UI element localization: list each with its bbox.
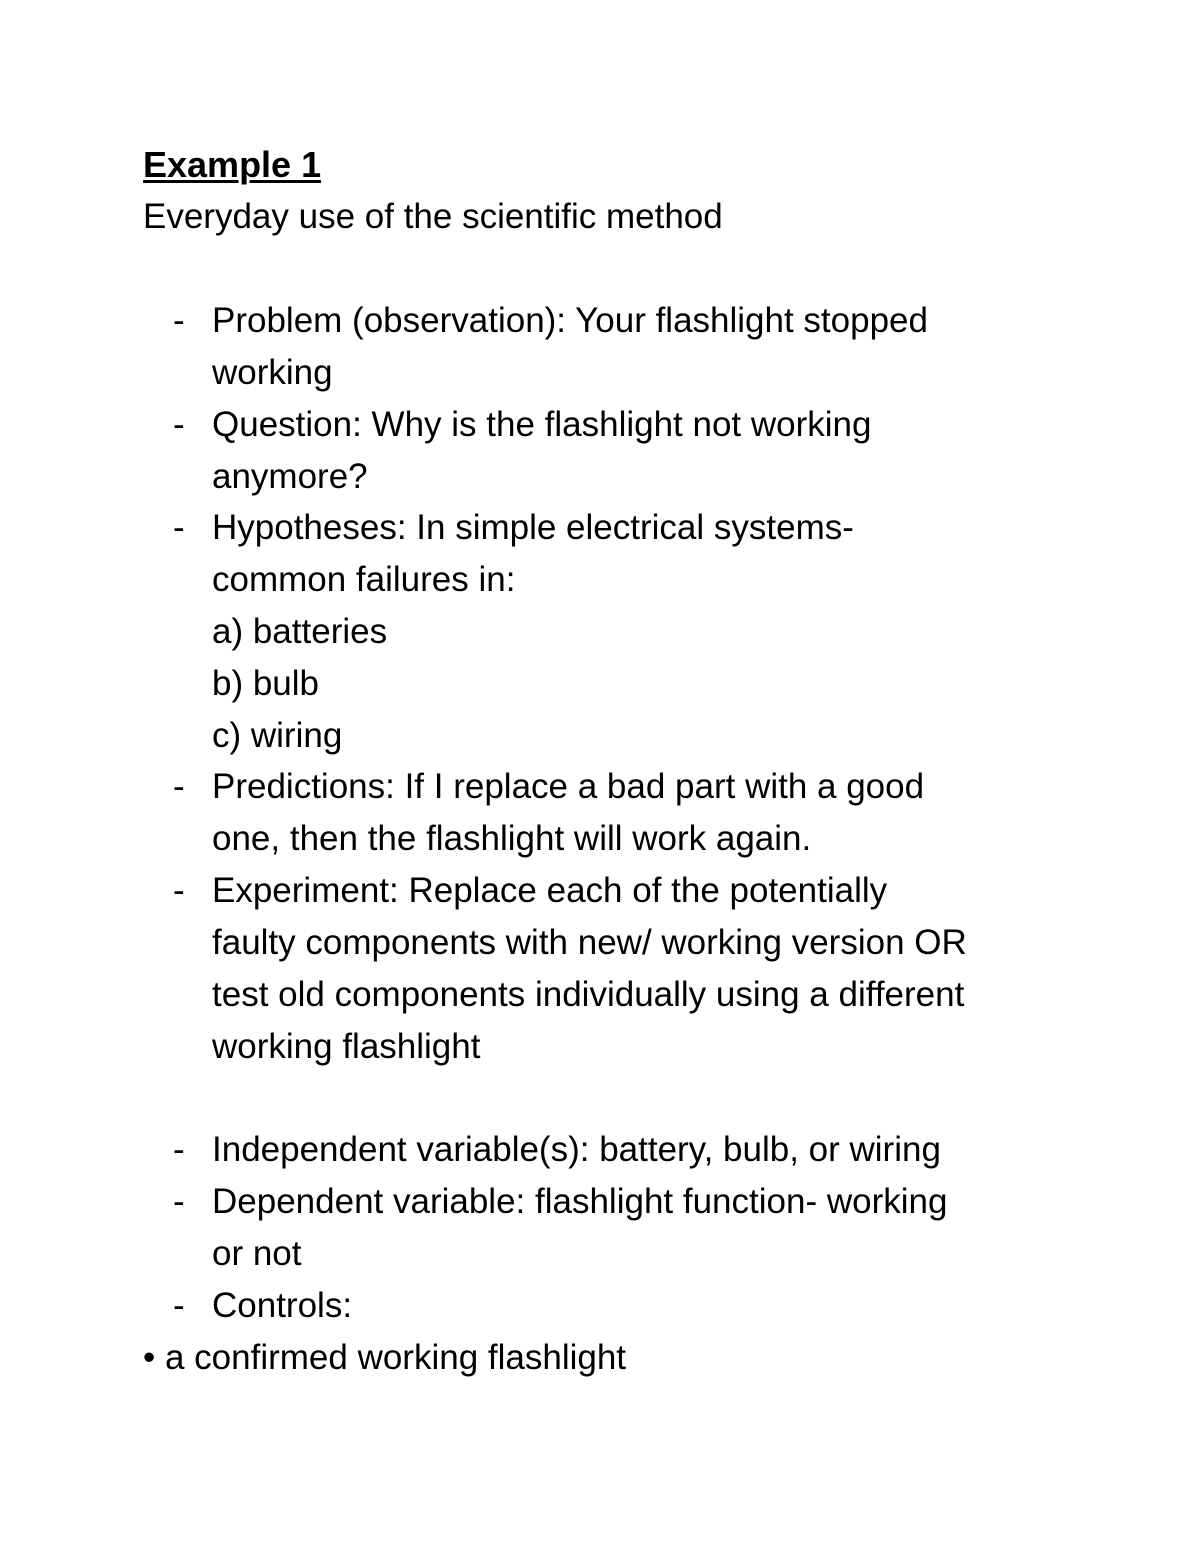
- step-text: [212, 761, 1072, 865]
- step-line: Independent variable(s): battery, bulb, or wiring: [212, 1130, 941, 1169]
- step-predictions: [173, 761, 1072, 865]
- step-line: one, then the flashlight will work again.: [212, 819, 812, 858]
- step-text: [212, 399, 1072, 503]
- step-text: [212, 865, 1072, 1073]
- step-line: Controls:: [212, 1286, 353, 1325]
- step-line: Dependent variable: flashlight function- working: [212, 1182, 948, 1221]
- dash-marker: -: [173, 1286, 185, 1325]
- document-subtitle: Everyday use of the scientific method: [143, 197, 723, 236]
- step-experiment: [173, 865, 1072, 1073]
- step-line: common failures in:: [212, 560, 516, 599]
- control-bullet: • a confirmed working flashlight: [143, 1338, 627, 1377]
- dash-marker: -: [173, 405, 185, 444]
- step-line: Experiment: Replace each of the potentially: [212, 871, 888, 910]
- step-line: or not: [212, 1234, 302, 1273]
- dash-marker: -: [173, 871, 185, 910]
- step-text: [212, 1280, 1072, 1332]
- step-dependent-variable: [173, 1176, 1072, 1280]
- step-line: Hypotheses: In simple electrical systems-: [212, 508, 854, 547]
- step-text: [212, 295, 1072, 399]
- step-line: Predictions: If I replace a bad part with a good: [212, 767, 925, 806]
- step-question: [173, 399, 1072, 503]
- dash-marker: -: [173, 1182, 185, 1221]
- step-line: Question: Why is the flashlight not working: [212, 405, 872, 444]
- dash-marker: -: [173, 767, 185, 806]
- step-problem: [173, 295, 1072, 399]
- hypothesis-option: b) bulb: [212, 664, 320, 703]
- step-line: working: [212, 353, 333, 392]
- step-text: [212, 502, 1072, 762]
- step-independent-variable: [173, 1124, 1072, 1176]
- step-hypotheses: [173, 502, 1072, 762]
- step-line: anymore?: [212, 457, 368, 496]
- step-line: test old components individually using a different: [212, 975, 965, 1014]
- step-text: [212, 1176, 1072, 1280]
- step-line: Problem (observation): Your flashlight stopped: [212, 301, 928, 340]
- hypothesis-option: a) batteries: [212, 612, 388, 651]
- step-line: working flashlight: [212, 1027, 481, 1066]
- dash-marker: -: [173, 508, 185, 547]
- hypothesis-option: c) wiring: [212, 716, 343, 755]
- document-heading: Example 1: [143, 144, 322, 185]
- dash-marker: -: [173, 301, 185, 340]
- step-text: [212, 1124, 1072, 1176]
- step-controls: [173, 1280, 1072, 1332]
- dash-marker: -: [173, 1130, 185, 1169]
- step-line: faulty components with new/ working version OR: [212, 923, 967, 962]
